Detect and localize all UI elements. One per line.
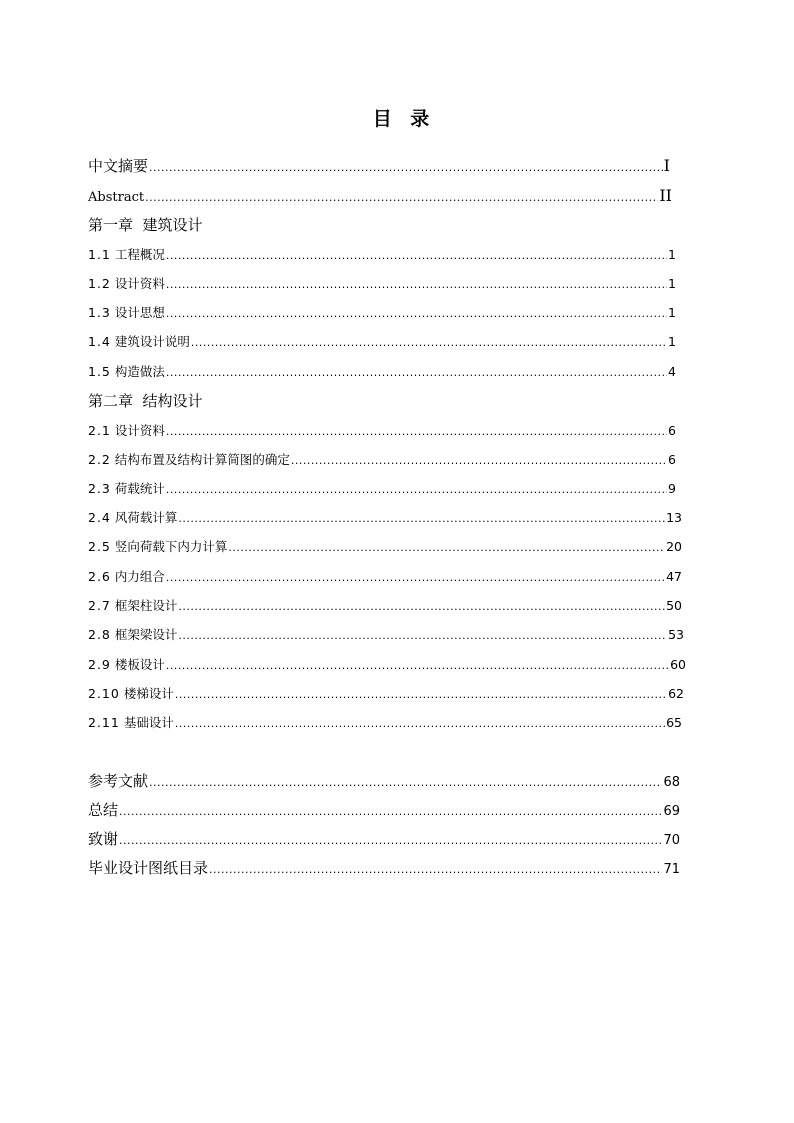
toc-section-number: 2.10 <box>88 686 120 701</box>
toc-entry-1-1[interactable] <box>88 246 676 264</box>
toc-entry-label: 总结 <box>88 801 119 819</box>
toc-entry-label: 框架柱设计 <box>114 598 178 613</box>
toc-leader-dots <box>166 569 665 587</box>
toc-entry-label: 中文摘要 <box>88 157 149 175</box>
toc-entry-references[interactable] <box>88 771 680 791</box>
toc-page-number: 65 <box>666 715 682 730</box>
toc-entry-2-9[interactable] <box>88 656 686 674</box>
toc-leader-dots <box>166 481 667 499</box>
toc-leader-dots <box>175 686 667 704</box>
toc-page-number: 60 <box>670 657 686 672</box>
toc-page-number: 6 <box>668 452 676 467</box>
toc-section-number: 1.1 <box>88 247 111 262</box>
toc-entry-label: 结构布置及结构计算简图的确定 <box>114 452 290 467</box>
toc-page-number: 1 <box>668 305 676 320</box>
toc-leader-dots <box>178 598 665 616</box>
toc-entry-label: 楼板设计 <box>114 657 165 672</box>
page-title: 目 录 <box>372 108 436 130</box>
toc-section-number: 1.4 <box>88 334 111 349</box>
toc-leader-dots <box>291 452 667 470</box>
toc-page-number: 6 <box>668 423 676 438</box>
toc-section-number: 2.9 <box>88 657 111 672</box>
toc-entry-label: 工程概况 <box>114 247 165 262</box>
toc-section-number: 2.4 <box>88 510 111 525</box>
toc-entry-1-4[interactable] <box>88 333 676 351</box>
toc-entry-2-5[interactable] <box>88 538 682 556</box>
toc-entry-label: Abstract <box>88 190 145 205</box>
toc-page-number: 71 <box>663 862 680 877</box>
toc-leader-dots <box>166 657 669 675</box>
toc-entry-1-5[interactable] <box>88 363 676 381</box>
toc-leader-dots <box>166 305 667 323</box>
toc-entry-label: 内力组合 <box>114 569 165 584</box>
toc-leader-dots <box>209 860 662 880</box>
toc-page-number: 69 <box>663 804 680 819</box>
toc-chapter-label: 第一章 建筑设计 <box>88 216 203 234</box>
toc-page-number: 70 <box>663 833 680 848</box>
toc-section-number: 2.1 <box>88 423 111 438</box>
toc-section-number: 1.5 <box>88 364 111 379</box>
toc-page-number: 1 <box>668 276 676 291</box>
toc-entry-label: 构造做法 <box>114 364 165 379</box>
toc-entry-acknowledgements[interactable] <box>88 829 680 849</box>
toc-page-number: II <box>659 186 672 205</box>
toc-section-number: 2.8 <box>88 627 111 642</box>
toc-chapter-label: 第二章 结构设计 <box>88 392 203 410</box>
toc-entry-label: 楼梯设计 <box>123 686 174 701</box>
toc-entry-label: 设计资料 <box>114 276 165 291</box>
toc-section-number: 1.2 <box>88 276 111 291</box>
toc-page-number: 20 <box>666 539 682 554</box>
toc-section-number: 2.7 <box>88 598 111 613</box>
toc-page-number: 4 <box>668 364 676 379</box>
toc-leader-dots <box>178 627 667 645</box>
toc-section-number: 2.2 <box>88 452 111 467</box>
toc-entry-label: 参考文献 <box>88 772 149 790</box>
toc-page-number: 9 <box>668 481 676 496</box>
toc-leader-dots <box>175 715 665 733</box>
toc-entry-label: 建筑设计说明 <box>114 334 190 349</box>
toc-entry-label: 风荷载计算 <box>114 510 178 525</box>
toc-leader-dots <box>178 510 665 528</box>
toc-section-number: 2.3 <box>88 481 111 496</box>
toc-leader-dots <box>166 247 667 265</box>
toc-entry-1-3[interactable] <box>88 304 676 322</box>
toc-entry-2-3[interactable] <box>88 480 676 498</box>
toc-entry-label: 竖向荷载下内力计算 <box>114 539 228 554</box>
toc-page-number: 13 <box>666 510 682 525</box>
toc-chapter-1[interactable] <box>88 215 203 235</box>
toc-section-number: 2.5 <box>88 539 111 554</box>
toc-entry-2-1[interactable] <box>88 422 676 440</box>
toc-entry-2-10[interactable] <box>88 685 684 703</box>
toc-entry-label: 毕业设计图纸目录 <box>88 859 209 877</box>
toc-page-number: I <box>663 156 670 175</box>
toc-leader-dots <box>119 802 662 822</box>
toc-page-number: 68 <box>663 775 680 790</box>
toc-entry-abstract[interactable] <box>88 187 672 205</box>
toc-section-number: 2.11 <box>88 715 120 730</box>
toc-leader-dots <box>119 831 662 851</box>
toc-leader-dots <box>191 334 667 352</box>
toc-leader-dots <box>166 364 667 382</box>
toc-entry-2-6[interactable] <box>88 568 682 586</box>
toc-page-number: 62 <box>668 686 684 701</box>
toc-page-number: 1 <box>668 334 676 349</box>
toc-page-number: 47 <box>666 569 682 584</box>
toc-entry-chinese-abstract[interactable] <box>88 156 670 176</box>
toc-page-number: 1 <box>668 247 676 262</box>
toc-entry-drawing-list[interactable] <box>88 858 680 878</box>
toc-leader-dots <box>166 276 667 294</box>
toc-entry-label: 框架梁设计 <box>114 627 178 642</box>
toc-entry-summary[interactable] <box>88 800 680 820</box>
toc-chapter-2[interactable] <box>88 391 203 411</box>
toc-entry-label: 设计资料 <box>114 423 165 438</box>
toc-section-number: 2.6 <box>88 569 111 584</box>
toc-leader-dots <box>145 189 658 207</box>
toc-entry-label: 致谢 <box>88 830 119 848</box>
toc-entry-2-4[interactable] <box>88 509 682 527</box>
toc-entry-2-7[interactable] <box>88 597 682 615</box>
toc-leader-dots <box>149 158 663 178</box>
toc-entry-1-2[interactable] <box>88 275 676 293</box>
toc-entry-2-8[interactable] <box>88 626 684 644</box>
toc-entry-label: 基础设计 <box>123 715 174 730</box>
toc-entry-2-11[interactable] <box>88 714 682 732</box>
toc-entry-label: 设计思想 <box>114 305 165 320</box>
toc-page-number: 53 <box>668 627 684 642</box>
toc-page-number: 50 <box>666 598 682 613</box>
toc-leader-dots <box>228 539 665 557</box>
toc-entry-label: 荷载统计 <box>114 481 165 496</box>
toc-section-number: 1.3 <box>88 305 111 320</box>
toc-leader-dots <box>149 773 662 793</box>
toc-leader-dots <box>166 423 667 441</box>
toc-entry-2-2[interactable] <box>88 451 676 469</box>
